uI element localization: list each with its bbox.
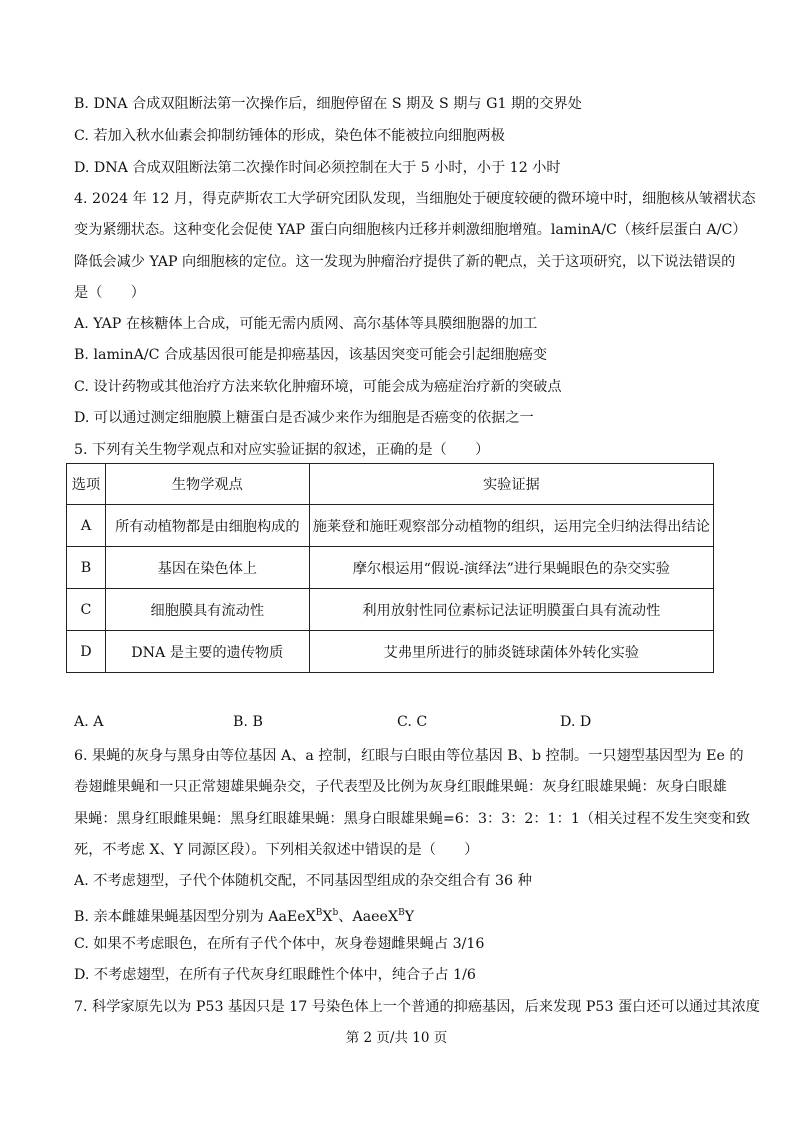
option-c: C. 如果不考虑眼色，在所有子代个体中，灰身卷翅雌果蝇占 3/16 [74, 936, 485, 952]
option-d: D. D [560, 714, 592, 730]
option-a: A. 不考虑翅型，子代个体随机交配，不同基因型组成的杂交组合有 36 种 [74, 873, 532, 889]
question-6-stem-2: 卷翅雌果蝇和一只正常翅雄果蝇杂交，子代表型及比例为灰身红眼雌果蝇：灰身红眼雄果蝇：灰身白眼雄 [74, 779, 727, 795]
table-cell: D [67, 631, 106, 673]
option-b: B. laminA/C 合成基因很可能是抑癌基因，该基因突变可能会引起细胞癌变 [74, 347, 548, 363]
table-cell: 利用放射性同位素标记法证明膜蛋白具有流动性 [309, 589, 713, 631]
allele-superscript: B [398, 908, 405, 918]
table-cell: 细胞膜具有流动性 [105, 589, 309, 631]
question-7-stem: 7. 科学家原先以为 P53 基因只是 17 号染色体上一个普通的抑癌基因，后来发现 P53 蛋白还可以通过其浓度 [74, 999, 760, 1015]
option-b-text: B. 亲本雌雄果蝇基因型分别为 AaEeX [74, 909, 316, 925]
option-d: D. DNA 合成双阻断法第二次操作时间必须控制在大于 5 小时，小于 12 小时 [74, 160, 561, 176]
question-6-stem-4: 死，不考虑 X、Y 同源区段）。下列相关叙述中错误的是（ ） [74, 842, 479, 858]
question-6-stem-1: 6. 果蝇的灰身与黑身由等位基因 A、a 控制，红眼与白眼由等位基因 B、b 控制。一只翅型基因型为 Ee 的 [74, 748, 744, 764]
option-a: A. A [74, 714, 104, 730]
evidence-table [66, 463, 714, 673]
option-b: B. B [233, 714, 263, 730]
question-4-stem-1: 4. 2024 年 12 月，得克萨斯农工大学研究团队发现，当细胞处于硬度较硬的微环境中时，细胞核从皱褶状态 [74, 191, 756, 207]
allele-superscript: b [332, 908, 339, 918]
option-b-text: 、AaeeX [338, 909, 399, 925]
table-cell: DNA 是主要的遗传物质 [105, 631, 309, 673]
table-cell: 摩尔根运用“假说-演绎法”进行果蝇眼色的杂交实验 [309, 547, 713, 589]
page-footer: 第 2 页/共 10 页 [345, 1030, 448, 1046]
option-c: C. 若加入秋水仙素会抑制纺锤体的形成，染色体不能被拉向细胞两极 [74, 128, 505, 144]
table-cell: A [67, 505, 106, 547]
option-b: B. DNA 合成双阻断法第一次操作后，细胞停留在 S 期及 S 期与 G1 期的交界处 [74, 96, 582, 112]
table-cell: C [67, 589, 106, 631]
table-row [67, 589, 714, 631]
table-header: 实验证据 [309, 464, 713, 505]
chromosome-x: X [322, 909, 333, 925]
option-d: D. 可以通过测定细胞膜上糖蛋白是否减少来作为细胞是否癌变的依据之一 [74, 410, 534, 426]
question-4-stem-2: 变为紧绷状态。这种变化会促使 YAP 蛋白向细胞核内迁移并刺激细胞增殖。laminA/C（核纤层蛋白 A/C） [74, 222, 747, 238]
chromosome-y: Y [404, 909, 415, 925]
question-5-stem: 5. 下列有关生物学观点和对应实验证据的叙述，正确的是（ ） [74, 442, 490, 458]
option-c: C. 设计药物或其他治疗方法来软化肿瘤环境，可能会成为癌症治疗新的突破点 [74, 379, 562, 395]
table-cell: 基因在染色体上 [105, 547, 309, 589]
table-row [67, 505, 714, 547]
question-6-stem-3: 果蝇：黑身红眼雌果蝇：黑身红眼雄果蝇：黑身白眼雄果蝇=6：3：3：2：1：1（相关过程不发生突变和致 [74, 811, 751, 827]
table-row [67, 631, 714, 673]
question-4-stem-3: 降低会减少 YAP 向细胞核的定位。这一发现为肿瘤治疗提供了新的靶点，关于这项研究，以下说法错误的 [74, 254, 736, 270]
table-cell: 施莱登和施旺观察部分动植物的组织，运用完全归纳法得出结论 [309, 505, 713, 547]
table-cell: 所有动植物都是由细胞构成的 [105, 505, 309, 547]
table-header: 选项 [67, 464, 106, 505]
option-a: A. YAP 在核糖体上合成，可能无需内质网、高尔基体等具膜细胞器的加工 [74, 316, 538, 332]
table-header: 生物学观点 [105, 464, 309, 505]
option-d: D. 不考虑翅型，在所有子代灰身红眼雌性个体中，纯合子占 1/6 [74, 967, 476, 983]
question-4-stem-4: 是（ ） [74, 285, 145, 301]
table-cell: 艾弗里所进行的肺炎链球菌体外转化实验 [309, 631, 713, 673]
table-header-row [67, 464, 714, 505]
option-b [74, 903, 414, 927]
allele-superscript: B [315, 908, 323, 918]
table-row [67, 547, 714, 589]
table-cell: B [67, 547, 106, 589]
option-c: C. C [397, 714, 428, 730]
